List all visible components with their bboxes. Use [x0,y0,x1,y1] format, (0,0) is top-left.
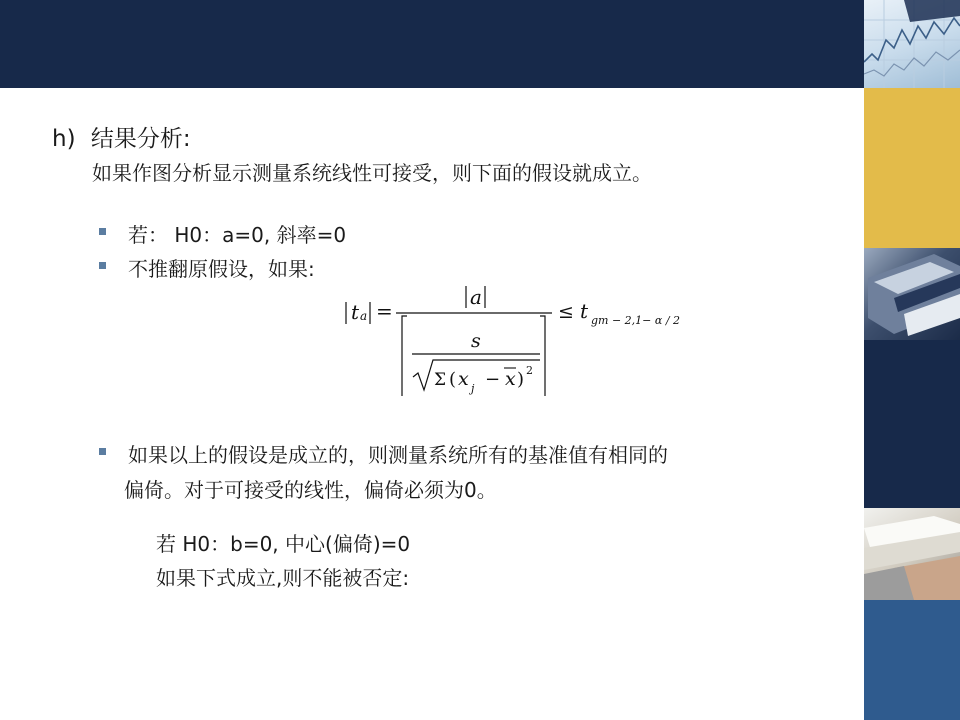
formula-exponent: 2 [526,364,533,377]
printer-photo [864,248,960,340]
decorative-side-column [864,0,960,720]
formula-lhs-var: t [351,300,360,324]
bullet-text-continued: 偏倚。对于可接受的线性，偏倚必须为0。 [124,478,497,502]
formula-minus: − [485,369,501,390]
title-bar [0,0,864,88]
followup-line-2: 如果下式成立,则不能被否定: [156,566,410,590]
formula-var-xbar: x [505,368,516,390]
bullet-marker [99,448,106,455]
paper-photo [864,508,960,600]
formula-leq: ≤ [558,301,574,323]
bullet-text: 不推翻原假设，如果: [128,257,315,281]
formula-equals: = [376,299,393,323]
gold-block [864,88,960,248]
formula-sigma: Σ [434,370,447,390]
formula-close-paren: ) [517,369,525,390]
formula-rhs-var: t [580,299,589,323]
intro-text: 如果作图分析显示测量系统线性可接受，则下面的假设就成立。 [92,161,652,185]
section-heading [52,120,191,153]
formula-open-paren: ( [449,369,457,390]
bullet-text: 如果以上的假设是成立的，则测量系统所有的基准值有相同的 [128,443,668,467]
formula-inner-numerator: s [471,330,481,352]
formula-sub-j: j [471,382,475,395]
bullet-marker [99,228,106,235]
bullet-text: 若： H0：a=0, 斜率=0 [128,223,347,247]
followup-line-1: 若 H0：b=0, 中心(偏倚)=0 [156,532,411,556]
navy-block [864,340,960,508]
t-statistic-formula [340,282,700,402]
formula-lhs-sub: a [360,309,368,323]
formula-rhs-sub: gm − 2,1− α / 2 [591,314,681,327]
heading-title: 结果分析: [90,126,191,152]
bullet-marker [99,262,106,269]
formula-numerator: a [470,285,482,309]
chart-photo [864,0,960,88]
heading-marker: h) [52,126,76,152]
blue-block [864,600,960,720]
formula-var-x: x [458,368,469,390]
